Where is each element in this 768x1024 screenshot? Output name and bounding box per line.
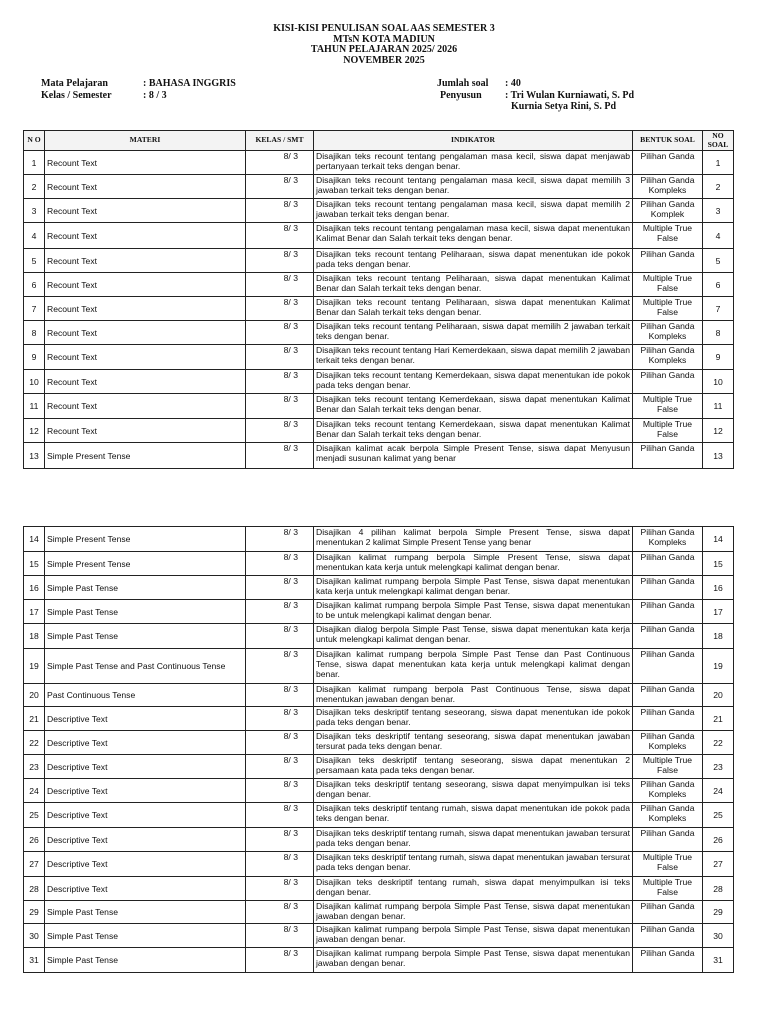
row-number: 10 <box>24 370 45 394</box>
row-nosoal: 13 <box>703 443 734 469</box>
row-kelas: 8/ 3 <box>246 443 314 469</box>
row-kelas: 8/ 3 <box>246 151 314 175</box>
row-indikator: Disajikan teks recount tentang Peliharaan, siswa dapat memilih 2 jawaban terkait teks dengan benar. <box>314 321 633 345</box>
row-kelas: 8/ 3 <box>246 552 314 576</box>
row-materi: Recount Text <box>45 175 246 199</box>
grid-table-page-2 <box>23 526 734 973</box>
row-materi: Recount Text <box>45 297 246 321</box>
row-number: 30 <box>24 924 45 948</box>
row-materi: Descriptive Text <box>45 731 246 755</box>
row-bentuk: Pilihan Ganda <box>633 443 703 469</box>
row-indikator: Disajikan teks deskriptif tentang rumah, siswa dapat menentukan jawaban tersurat pada teks dengan benar. <box>314 828 633 852</box>
row-indikator: Disajikan kalimat rumpang berpola Simple Past Tense dan Past Continuous Tense, siswa dapat menentukan kata kerja untuk melengkapi kalimat dengan benar. <box>314 649 633 684</box>
row-bentuk: Pilihan Ganda Kompleks <box>633 779 703 803</box>
row-number: 13 <box>24 443 45 469</box>
row-bentuk: Multiple True False <box>633 223 703 249</box>
row-number: 27 <box>24 852 45 877</box>
row-bentuk: Pilihan Ganda <box>633 948 703 973</box>
row-materi: Descriptive Text <box>45 707 246 731</box>
table-row <box>24 370 734 394</box>
row-bentuk: Pilihan Ganda Kompleks <box>633 527 703 552</box>
table-row <box>24 394 734 419</box>
row-materi: Simple Past Tense <box>45 600 246 624</box>
table-row <box>24 852 734 877</box>
row-indikator: Disajikan teks deskriptif tentang rumah, siswa dapat menyimpulkan isi teks dengan benar. <box>314 877 633 901</box>
table-row <box>24 877 734 901</box>
table-header-row <box>24 131 734 151</box>
table-row <box>24 624 734 649</box>
row-number: 17 <box>24 600 45 624</box>
row-nosoal: 4 <box>703 223 734 249</box>
row-materi: Simple Past Tense <box>45 948 246 973</box>
row-bentuk: Pilihan Ganda <box>633 151 703 175</box>
table-row <box>24 443 734 469</box>
table-row <box>24 345 734 370</box>
class-value: : 8 / 3 <box>143 89 167 101</box>
row-indikator: Disajikan teks recount tentang pengalaman masa kecil, siswa dapat menjawab pertanyaan terkait teks dengan benar. <box>314 151 633 175</box>
row-indikator: Disajikan teks recount tentang Peliharaan, siswa dapat menentukan Kalimat Benar dan Salah terkait teks dengan benar. <box>314 273 633 297</box>
table-row <box>24 151 734 175</box>
row-indikator: Disajikan teks deskriptif tentang seseorang, siswa dapat menentukan jawaban tersurat pada teks dengan benar. <box>314 731 633 755</box>
row-nosoal: 24 <box>703 779 734 803</box>
row-materi: Simple Present Tense <box>45 527 246 552</box>
row-materi: Descriptive Text <box>45 755 246 779</box>
row-nosoal: 11 <box>703 394 734 419</box>
row-nosoal: 16 <box>703 576 734 600</box>
row-materi: Descriptive Text <box>45 828 246 852</box>
row-nosoal: 29 <box>703 901 734 924</box>
row-materi: Simple Present Tense <box>45 443 246 469</box>
row-indikator: Disajikan teks recount tentang Peliharaan, siswa dapat menentukan Kalimat Benar dan Salah terkait teks dengan benar. <box>314 297 633 321</box>
row-number: 16 <box>24 576 45 600</box>
row-nosoal: 30 <box>703 924 734 948</box>
row-nosoal: 7 <box>703 297 734 321</box>
row-materi: Recount Text <box>45 394 246 419</box>
row-nosoal: 15 <box>703 552 734 576</box>
row-bentuk: Pilihan Ganda Kompleks <box>633 321 703 345</box>
row-indikator: Disajikan kalimat rumpang berpola Past Continuous Tense, siswa dapat menentukan jawaban dengan benar. <box>314 684 633 707</box>
row-kelas: 8/ 3 <box>246 828 314 852</box>
row-kelas: 8/ 3 <box>246 199 314 223</box>
row-number: 29 <box>24 901 45 924</box>
row-number: 28 <box>24 877 45 901</box>
row-indikator: Disajikan teks recount tentang pengalaman masa kecil, siswa dapat memilih 3 jawaban terkait teks dengan benar. <box>314 175 633 199</box>
row-bentuk: Multiple True False <box>633 273 703 297</box>
row-nosoal: 22 <box>703 731 734 755</box>
row-number: 19 <box>24 649 45 684</box>
row-number: 12 <box>24 419 45 443</box>
title-line-1: KISI-KISI PENULISAN SOAL AAS SEMESTER 3 <box>273 23 495 34</box>
table-row <box>24 527 734 552</box>
row-nosoal: 21 <box>703 707 734 731</box>
table-row <box>24 707 734 731</box>
row-number: 31 <box>24 948 45 973</box>
row-indikator: Disajikan teks deskriptif tentang seseorang, siswa dapat menentukan 2 persamaan kata pada teks dengan benar. <box>314 755 633 779</box>
row-kelas: 8/ 3 <box>246 731 314 755</box>
row-kelas: 8/ 3 <box>246 576 314 600</box>
row-indikator: Disajikan teks recount tentang pengalaman masa kecil, siswa dapat menentukan Kalimat Benar dan Salah terkait teks dengan benar. <box>314 223 633 249</box>
row-indikator: Disajikan kalimat rumpang berpola Simple Present Tense, siswa dapat menentukan kata kerja untuk melengkapi kalimat dengan benar. <box>314 552 633 576</box>
row-indikator: Disajikan teks deskriptif tentang rumah, siswa dapat menentukan jawaban tersurat pada teks dengan benar. <box>314 852 633 877</box>
row-number: 24 <box>24 779 45 803</box>
row-kelas: 8/ 3 <box>246 223 314 249</box>
row-number: 4 <box>24 223 45 249</box>
row-indikator: Disajikan kalimat acak berpola Simple Present Tense, siswa dapat Menyusun menjadi susunan kalimat yang benar <box>314 443 633 469</box>
table-row <box>24 297 734 321</box>
subject-label: Mata Pelajaran <box>41 78 108 89</box>
title-line-3: TAHUN PELAJARAN 2025/ 2026 <box>310 44 458 55</box>
row-nosoal: 5 <box>703 249 734 273</box>
row-number: 18 <box>24 624 45 649</box>
row-nosoal: 27 <box>703 852 734 877</box>
row-bentuk: Pilihan Ganda <box>633 901 703 924</box>
row-indikator: Disajikan teks deskriptif tentang rumah, siswa dapat menentukan ide pokok pada teks dengan benar. <box>314 803 633 828</box>
row-indikator: Disajikan teks recount tentang pengalaman masa kecil, siswa dapat memilih 2 jawaban terkait teks dengan benar. <box>314 199 633 223</box>
row-number: 25 <box>24 803 45 828</box>
table-row <box>24 901 734 924</box>
row-materi: Descriptive Text <box>45 779 246 803</box>
row-kelas: 8/ 3 <box>246 901 314 924</box>
row-number: 8 <box>24 321 45 345</box>
row-bentuk: Multiple True False <box>633 394 703 419</box>
row-kelas: 8/ 3 <box>246 249 314 273</box>
row-bentuk: Pilihan Ganda <box>633 624 703 649</box>
subject-value: : BAHASA INGGRIS <box>143 78 236 89</box>
author-info <box>437 78 634 113</box>
row-materi: Descriptive Text <box>45 803 246 828</box>
row-nosoal: 31 <box>703 948 734 973</box>
title-line-2: MTsN KOTA MADIUN <box>333 33 435 45</box>
row-kelas: 8/ 3 <box>246 527 314 552</box>
table-row <box>24 828 734 852</box>
table-row <box>24 924 734 948</box>
table-row <box>24 419 734 443</box>
row-kelas: 8/ 3 <box>246 852 314 877</box>
row-number: 5 <box>24 249 45 273</box>
row-indikator: Disajikan kalimat rumpang berpola Simple Past Tense, siswa dapat menentukan to be untuk melengkapi kalimat dengan benar. <box>314 600 633 624</box>
row-kelas: 8/ 3 <box>246 924 314 948</box>
row-nosoal: 17 <box>703 600 734 624</box>
row-kelas: 8/ 3 <box>246 948 314 973</box>
col-header-nosoal: NO SOAL <box>703 131 734 151</box>
row-bentuk: Pilihan Ganda Kompleks <box>633 731 703 755</box>
table-row <box>24 249 734 273</box>
col-header-indikator: INDIKATOR <box>314 131 633 151</box>
row-bentuk: Pilihan Ganda Komplek <box>633 199 703 223</box>
row-kelas: 8/ 3 <box>246 370 314 394</box>
row-number: 26 <box>24 828 45 852</box>
row-indikator: Disajikan dialog berpola Simple Past Tense, siswa dapat menentukan kata kerja untuk melengkapi kalimat dengan benar. <box>314 624 633 649</box>
table-row <box>24 779 734 803</box>
row-number: 15 <box>24 552 45 576</box>
table-row <box>24 321 734 345</box>
row-indikator: Disajikan teks deskriptif tentang seseorang, siswa dapat menentukan ide pokok pada teks dengan benar. <box>314 707 633 731</box>
subject-info <box>41 78 236 101</box>
row-materi: Descriptive Text <box>45 877 246 901</box>
row-kelas: 8/ 3 <box>246 649 314 684</box>
table-row <box>24 948 734 973</box>
row-bentuk: Pilihan Ganda <box>633 828 703 852</box>
table-row <box>24 576 734 600</box>
table-row <box>24 684 734 707</box>
table-row <box>24 600 734 624</box>
row-materi: Recount Text <box>45 151 246 175</box>
row-materi: Recount Text <box>45 199 246 223</box>
row-number: 1 <box>24 151 45 175</box>
grid-table-page-1 <box>23 130 734 469</box>
row-kelas: 8/ 3 <box>246 707 314 731</box>
row-bentuk: Multiple True False <box>633 755 703 779</box>
row-indikator: Disajikan kalimat rumpang berpola Simple Past Tense, siswa dapat menentukan jawaban dengan benar. <box>314 948 633 973</box>
row-materi: Descriptive Text <box>45 852 246 877</box>
row-kelas: 8/ 3 <box>246 779 314 803</box>
row-materi: Recount Text <box>45 370 246 394</box>
row-nosoal: 2 <box>703 175 734 199</box>
row-indikator: Disajikan teks recount tentang Kemerdekaan, siswa dapat menentukan Kalimat Benar dan Salah terkait teks dengan benar. <box>314 394 633 419</box>
row-kelas: 8/ 3 <box>246 175 314 199</box>
author-value-1: : Tri Wulan Kurniawati, S. Pd <box>505 89 635 101</box>
row-materi: Simple Past Tense <box>45 924 246 948</box>
row-bentuk: Multiple True False <box>633 419 703 443</box>
row-indikator: Disajikan kalimat rumpang berpola Simple Past Tense, siswa dapat menentukan kata kerja untuk melengkapi kalimat dengan benar. <box>314 576 633 600</box>
row-nosoal: 6 <box>703 273 734 297</box>
row-nosoal: 18 <box>703 624 734 649</box>
row-kelas: 8/ 3 <box>246 273 314 297</box>
row-kelas: 8/ 3 <box>246 877 314 901</box>
col-header-materi: MATERI <box>45 131 246 151</box>
row-materi: Simple Past Tense and Past Continuous Tense <box>45 649 246 684</box>
row-bentuk: Multiple True False <box>633 852 703 877</box>
row-nosoal: 19 <box>703 649 734 684</box>
row-bentuk: Pilihan Ganda Kompleks <box>633 175 703 199</box>
row-number: 21 <box>24 707 45 731</box>
row-bentuk: Pilihan Ganda <box>633 924 703 948</box>
question-count-value: : 40 <box>505 78 521 89</box>
row-materi: Simple Past Tense <box>45 576 246 600</box>
row-indikator: Disajikan 4 pilihan kalimat berpola Simple Present Tense, siswa dapat menentukan 2 kalimat Simple Present Tense yang benar <box>314 527 633 552</box>
row-materi: Recount Text <box>45 273 246 297</box>
row-number: 9 <box>24 345 45 370</box>
document-title <box>0 24 768 66</box>
row-kelas: 8/ 3 <box>246 297 314 321</box>
row-materi: Simple Past Tense <box>45 624 246 649</box>
row-kelas: 8/ 3 <box>246 394 314 419</box>
question-count-label: Jumlah soal <box>437 78 489 89</box>
row-number: 6 <box>24 273 45 297</box>
row-number: 20 <box>24 684 45 707</box>
row-indikator: Disajikan teks deskriptif tentang seseorang, siswa dapat menyimpulkan isi teks dengan benar. <box>314 779 633 803</box>
row-bentuk: Pilihan Ganda <box>633 600 703 624</box>
row-bentuk: Pilihan Ganda <box>633 552 703 576</box>
row-indikator: Disajikan teks recount tentang Kemerdekaan, siswa dapat menentukan Kalimat Benar dan Salah terkait teks dengan benar. <box>314 419 633 443</box>
table-row <box>24 199 734 223</box>
row-bentuk: Multiple True False <box>633 877 703 901</box>
row-bentuk: Pilihan Ganda <box>633 249 703 273</box>
row-materi: Simple Past Tense <box>45 901 246 924</box>
row-nosoal: 26 <box>703 828 734 852</box>
row-nosoal: 12 <box>703 419 734 443</box>
author-value-2: Kurnia Setya Rini, S. Pd <box>511 101 617 112</box>
row-kelas: 8/ 3 <box>246 684 314 707</box>
row-kelas: 8/ 3 <box>246 803 314 828</box>
table-row <box>24 175 734 199</box>
row-nosoal: 14 <box>703 527 734 552</box>
row-nosoal: 10 <box>703 370 734 394</box>
table-row <box>24 649 734 684</box>
row-materi: Recount Text <box>45 249 246 273</box>
row-indikator: Disajikan kalimat rumpang berpola Simple Past Tense, siswa dapat menentukan jawaban dengan benar. <box>314 924 633 948</box>
row-kelas: 8/ 3 <box>246 419 314 443</box>
row-bentuk: Multiple True False <box>633 297 703 321</box>
row-nosoal: 25 <box>703 803 734 828</box>
row-number: 22 <box>24 731 45 755</box>
row-nosoal: 8 <box>703 321 734 345</box>
row-nosoal: 23 <box>703 755 734 779</box>
row-number: 3 <box>24 199 45 223</box>
row-number: 23 <box>24 755 45 779</box>
row-indikator: Disajikan teks recount tentang Kemerdekaan, siswa dapat menentukan ide pokok pada teks dengan benar. <box>314 370 633 394</box>
row-materi: Recount Text <box>45 345 246 370</box>
row-indikator: Disajikan teks recount tentang Hari Kemerdekaan, siswa dapat memilih 2 jawaban terkait teks dengan benar. <box>314 345 633 370</box>
row-nosoal: 28 <box>703 877 734 901</box>
row-materi: Simple Present Tense <box>45 552 246 576</box>
row-materi: Recount Text <box>45 223 246 249</box>
col-header-kelas: KELAS / SMT <box>246 131 314 151</box>
row-bentuk: Pilihan Ganda <box>633 707 703 731</box>
row-bentuk: Pilihan Ganda Kompleks <box>633 803 703 828</box>
row-nosoal: 3 <box>703 199 734 223</box>
row-kelas: 8/ 3 <box>246 624 314 649</box>
table-row <box>24 223 734 249</box>
row-kelas: 8/ 3 <box>246 600 314 624</box>
row-nosoal: 1 <box>703 151 734 175</box>
row-bentuk: Pilihan Ganda <box>633 684 703 707</box>
row-bentuk: Pilihan Ganda <box>633 649 703 684</box>
table-row <box>24 273 734 297</box>
row-number: 14 <box>24 527 45 552</box>
row-number: 2 <box>24 175 45 199</box>
row-materi: Past Continuous Tense <box>45 684 246 707</box>
table-row <box>24 731 734 755</box>
row-bentuk: Pilihan Ganda <box>633 576 703 600</box>
row-nosoal: 9 <box>703 345 734 370</box>
row-bentuk: Pilihan Ganda <box>633 370 703 394</box>
row-kelas: 8/ 3 <box>246 321 314 345</box>
row-number: 7 <box>24 297 45 321</box>
row-indikator: Disajikan kalimat rumpang berpola Simple Past Tense, siswa dapat menentukan jawaban dengan benar. <box>314 901 633 924</box>
table-row <box>24 552 734 576</box>
row-number: 11 <box>24 394 45 419</box>
class-label: Kelas / Semester <box>41 89 112 101</box>
col-header-no: N O <box>24 131 45 151</box>
table-row <box>24 755 734 779</box>
col-header-bentuk: BENTUK SOAL <box>633 131 703 151</box>
row-materi: Recount Text <box>45 321 246 345</box>
row-kelas: 8/ 3 <box>246 345 314 370</box>
row-indikator: Disajikan teks recount tentang Peliharaan, siswa dapat menentukan ide pokok pada teks dengan benar. <box>314 249 633 273</box>
row-materi: Recount Text <box>45 419 246 443</box>
row-bentuk: Pilihan Ganda Kompleks <box>633 345 703 370</box>
row-nosoal: 20 <box>703 684 734 707</box>
author-label: Penyusun <box>440 89 482 101</box>
row-kelas: 8/ 3 <box>246 755 314 779</box>
table-row <box>24 803 734 828</box>
title-line-4: NOVEMBER 2025 <box>343 54 425 66</box>
